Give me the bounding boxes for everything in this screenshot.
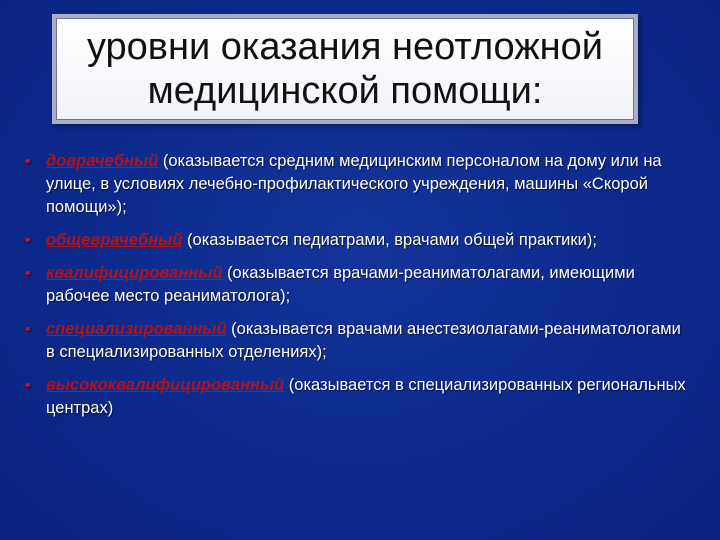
bullet-text: (оказывается врачами-реаниматолагами, имеющими рабочее место реаниматолога); [46, 264, 635, 305]
slide-title-line-1: уровни оказания неотложной [86, 26, 604, 68]
bullet-term: квалифицированный [46, 264, 223, 282]
title-box [52, 14, 638, 124]
bullet-text: (оказывается врачами анестезиолагами-реаниматологами в специализированных отделениях); [46, 320, 681, 361]
bullet-term: доврачебный [46, 152, 159, 170]
bullet-marker-icon: • [25, 153, 31, 170]
bullet-list [22, 150, 694, 430]
list-item [22, 262, 694, 308]
bullet-marker-icon: • [25, 377, 31, 394]
bullet-term: высококвалифицированный [46, 376, 285, 394]
bullet-marker-icon: • [25, 265, 31, 282]
list-item [22, 229, 694, 252]
bullet-marker-icon: • [25, 321, 31, 338]
bullet-text: (оказывается средним медицинским персоналом на дому или на улице, в условиях лечебно-профилактического учреждения, машины «Скорой помощи»); [46, 152, 662, 216]
list-item [22, 318, 694, 364]
list-item [22, 150, 694, 219]
list-item [22, 374, 694, 420]
bullet-term: специализированный [46, 320, 227, 338]
slide-title-line-2: медицинской помощи: [147, 70, 543, 112]
bullet-marker-icon: • [25, 232, 31, 249]
bullet-text: (оказывается педиатрами, врачами общей практики); [182, 231, 597, 249]
bullet-text: (оказывается в специализированных региональных центрах) [46, 376, 686, 417]
bullet-term: общеврачебный [46, 231, 183, 249]
